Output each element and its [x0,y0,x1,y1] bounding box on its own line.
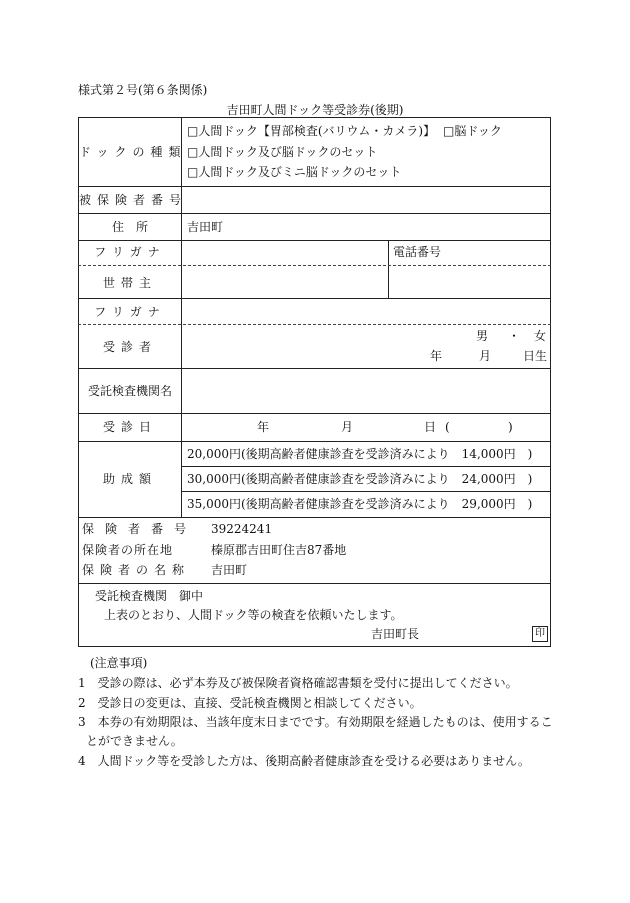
institution-label: 受託検査機関名 [87,384,172,398]
address-label: 住 所 [111,220,148,234]
form-number: 様式第２号(第６条関係) [78,83,208,97]
mayor-label: 吉田町長 [371,627,420,641]
request-message: 上表のとおり、人間ドック等の検査を依頼いたします。 [104,608,403,622]
insurer-name-value: 吉田町 [211,563,248,577]
dock-option-mini-set[interactable]: □人間ドック及びミニ脳ドックのセット [187,165,402,179]
subsidy-option-35000[interactable]: 35,000円(後期高齢者健康診査を受診済みにより 29,000円 ) [187,497,533,511]
gender-female[interactable]: 女 [534,329,547,343]
phone-label: 電話番号 [393,245,442,259]
householder-label: 世帯主 [102,276,157,290]
note-item: 3 本券の有効期限は、当該年度末日までです。有効期限を経過したものは、使用するこ [78,715,553,729]
dock-option-brain[interactable]: □脳ドック [443,124,502,138]
birth-month: 月 [479,349,492,363]
gender-separator: ・ [508,329,521,343]
page-title: 吉田町人間ドック等受診券(後期) [226,103,404,117]
seal-stamp: 印 [532,626,548,642]
birth-year: 年 [430,349,443,363]
dock-type-label: ドックの種類 [79,145,187,159]
insurer-address-label: 保険者の所在地 [82,543,174,557]
note-item: 2 受診日の変更は、直接、受託検査機関と相談してください。 [78,696,422,710]
notes-heading: (注意事項) [90,656,148,670]
insurer-address-value: 榛原郡吉田町住吉87番地 [211,543,347,557]
label-column-divider [181,117,182,517]
note-item-continued: とができません。 [86,734,183,748]
exam-day: 日 [424,420,437,434]
insurer-name-label: 保険者の名称 [82,563,191,577]
examinee-label: 受診者 [102,340,157,354]
phone-column-divider [388,240,389,298]
address-value: 吉田町 [187,220,224,234]
dock-option-ningen[interactable]: □人間ドック【胃部検査(バリウム・カメラ)】 [187,124,436,138]
note-item: 1 受診の際は、必ず本券及び被保険者資格確認書類を受付に提出してください。 [78,676,518,690]
addressee: 受託検査機関 御中 [95,589,204,603]
exam-date-label: 受診日 [102,420,157,434]
birth-day: 日生 [523,349,548,363]
subsidy-option-30000[interactable]: 30,000円(後期高齢者健康診査を受診済みにより 24,000円 ) [187,472,533,486]
insurer-number-value: 39224241 [211,522,273,536]
insurer-number-label: 保険者番号 [82,522,198,536]
dock-option-set[interactable]: □人間ドック及び脳ドックのセット [187,145,378,159]
exam-year: 年 [257,420,270,434]
note-item: 4 人間ドック等を受診した方は、後期高齢者健康診査を受ける必要はありません。 [78,754,530,768]
subsidy-label: 助成額 [102,472,157,486]
exam-paren-open: ( [445,420,450,434]
gender-male[interactable]: 男 [476,329,489,343]
exam-paren-close: ) [508,420,513,434]
furigana-label: フリガナ [94,245,166,259]
furigana-label-2: フリガナ [94,305,166,319]
insured-number-label: 被保険者番号 [79,193,188,207]
exam-month: 月 [341,420,354,434]
subsidy-option-20000[interactable]: 20,000円(後期高齢者健康診査を受診済みにより 14,000円 ) [187,447,533,461]
